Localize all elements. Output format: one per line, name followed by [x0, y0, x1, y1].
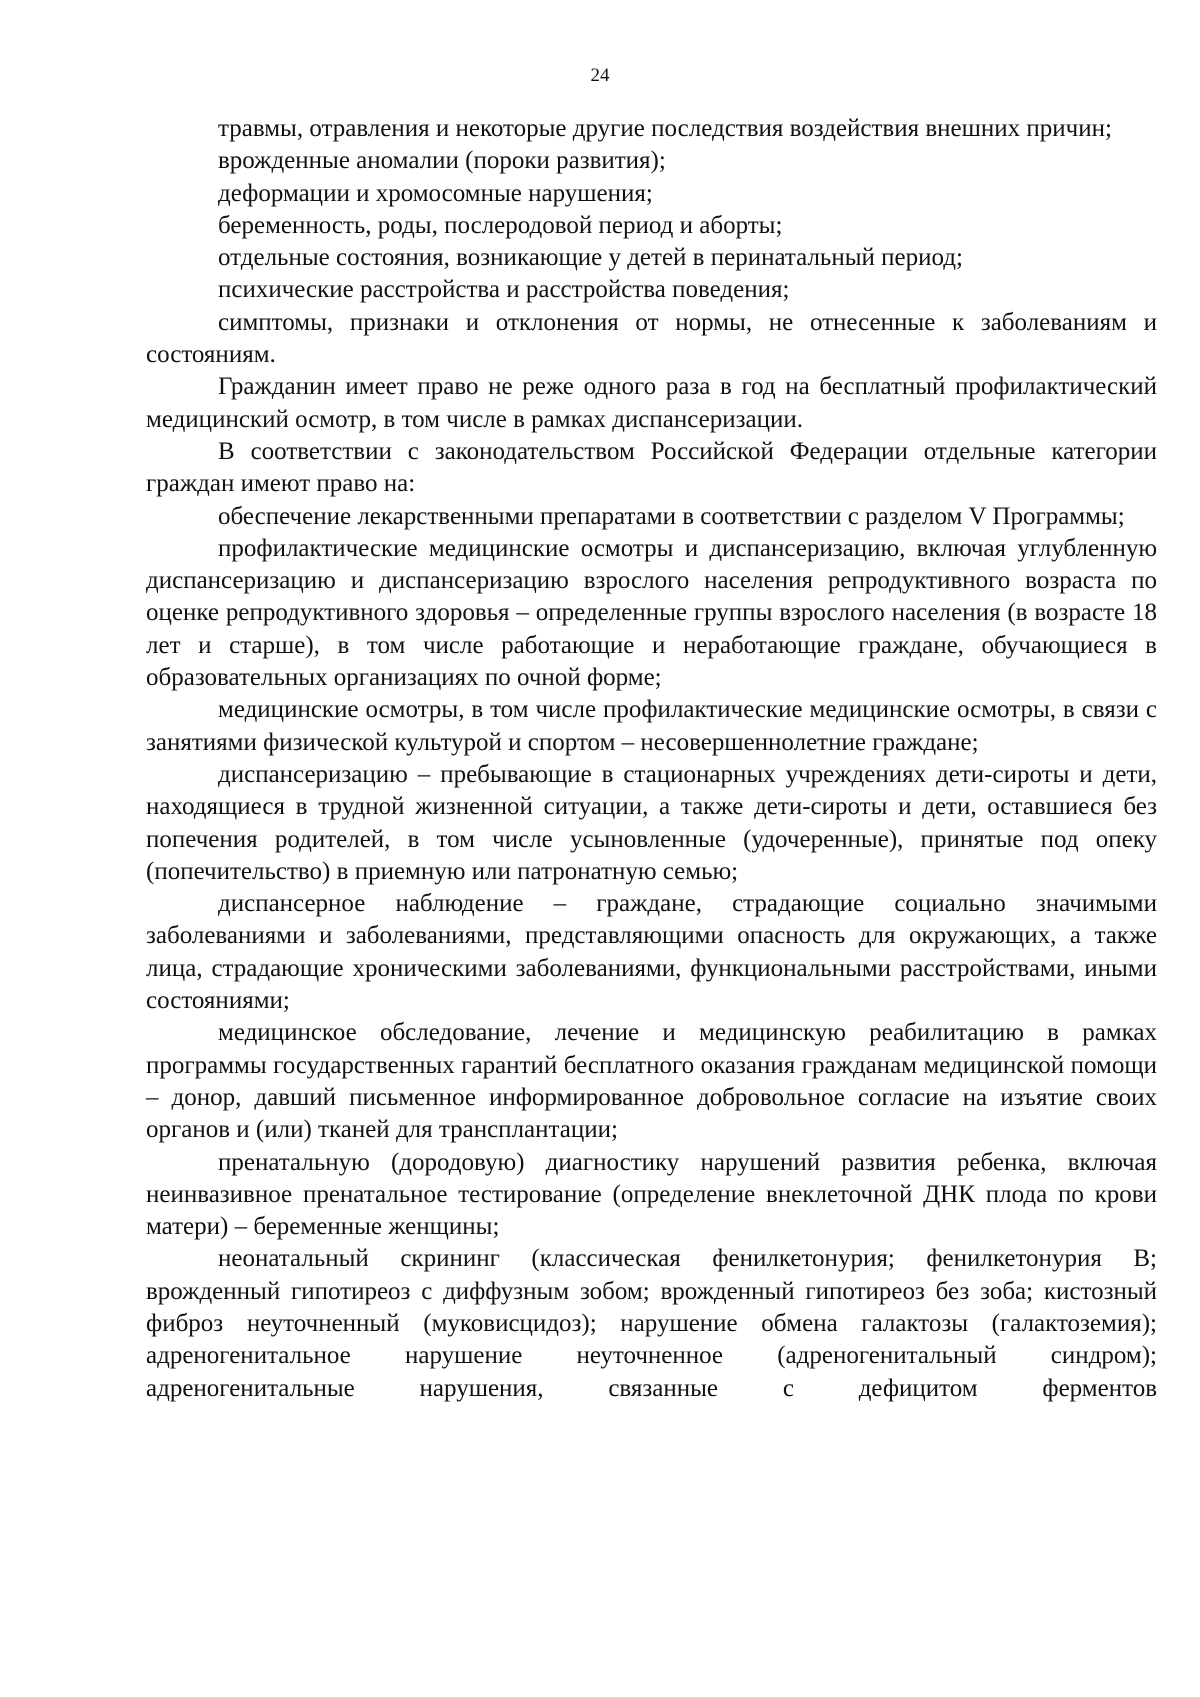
paragraph-orphans-screening: диспансеризацию – пребывающие в стационарных учреждениях дети-сироты и дети, находящиеся в трудной жизненной ситуации, а также дети-сироты и дети, оставшиеся без попечения родителей, в том числе усыновленные (удочеренные), принятые под опеку (попечительство) в приемную или патронатную семью; — [146, 760, 1157, 885]
paragraph-chromosomal-disorders: деформации и хромосомные нарушения; — [218, 179, 653, 207]
paragraph-sports-exams: медицинские осмотры, в том числе профилактические медицинские осмотры, в связи с занятиями физической культурой и спортом – несовершеннолетние граждане; — [146, 696, 1157, 756]
paragraph-mental-disorders: психические расстройства и расстройства поведения; — [218, 276, 790, 304]
document-body — [146, 113, 1157, 1405]
paragraph-injuries: травмы, отравления и некоторые другие последствия воздействия внешних причин; — [218, 115, 1112, 142]
paragraph-donors: медицинское обследование, лечение и медицинскую реабилитацию в рамках программы государственных гарантий бесплатного оказания гражданам медицинской помощи – донор, давший письменное информированное добровольное согласие на изъятие своих органов и (или) тканей для трансплантации; — [146, 1019, 1157, 1144]
paragraph-dispensary-observation: диспансерное наблюдение – граждане, страдающие социально значимыми заболеваниями и заболеваниями, представляющими опасность для окружающих, а также лица, страдающие хроническими заболеваниями, функциональными расстройствами, иными состояниями; — [146, 890, 1157, 1015]
paragraph-neonatal-screening: неонатальный скрининг (классическая фенилкетонурия; фенилкетонурия B; врожденный гипотиреоз с диффузным зобом; врожденный гипотиреоз без зоба; кистозный фиброз неуточненный (муковисцидоз); нарушение обмена галактозы (галактоземия); адреногенитальное нарушение неуточненное (адреногенитальный синдром); адреногенитальные нарушения, связанные с дефицитом ферментов — [146, 1245, 1157, 1402]
paragraph-preventive-exams: профилактические медицинские осмотры и диспансеризацию, включая углубленную диспансеризацию и диспансеризацию взрослого населения репродуктивного возраста по оценке репродуктивного здоровья – определенные группы взрослого населения (в возрасте 18 лет и старше), в том числе работающие и неработающие граждане, обучающиеся в образовательных организациях по очной форме; — [146, 534, 1157, 692]
paragraph-prenatal-diagnostics: пренатальную (дородовую) диагностику нарушений развития ребенка, включая неинвазивное пренатальное тестирование (определение внеклеточной ДНК плода по крови матери) – беременные женщины; — [146, 1148, 1157, 1241]
paragraph-perinatal-conditions: отдельные состояния, возникающие у детей в перинатальный период; — [218, 244, 963, 272]
paragraph-symptoms: симптомы, признаки и отклонения от нормы, не отнесенные к заболеваниям и состояниям. — [146, 308, 1157, 369]
paragraph-medicines: обеспечение лекарственными препаратами в соответствии с разделом V Программы; — [218, 502, 1125, 530]
paragraph-preventive-exam-right: Гражданин имеет право не реже одного раза в год на бесплатный профилактический медицинский осмотр, в том числе в рамках диспансеризации. — [146, 373, 1157, 433]
page-number: 24 — [590, 65, 610, 86]
paragraph-congenital-anomalies: врожденные аномалии (пороки развития); — [218, 147, 666, 175]
paragraph-categories-intro: В соответствии с законодательством Российской Федерации отдельные категории граждан имеют право на: — [146, 437, 1157, 498]
paragraph-pregnancy: беременность, роды, послеродовой период и аборты; — [218, 211, 783, 239]
